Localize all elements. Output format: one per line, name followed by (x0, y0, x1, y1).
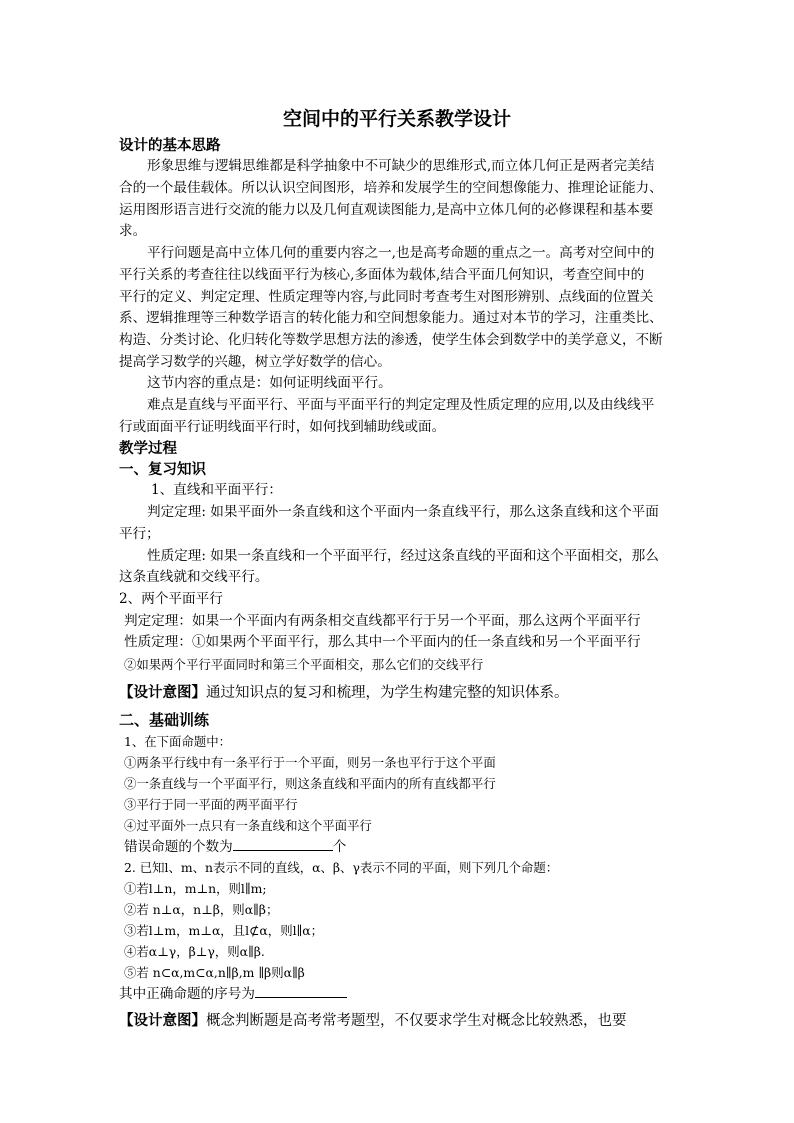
q2-answer-prefix: 其中正确命题的序号为 (119, 986, 255, 1002)
review-line: 性质定理：①如果两个平面平行，那么其中一个平面内的任一条直线和另一个平面平行 (124, 634, 641, 650)
paragraph-line: 系、逻辑推理等三种数学语言的转化能力和空间想象能力。通过对本节的学习，注重类比、 (119, 310, 663, 326)
question-line: 1、在下面命题中： (124, 734, 232, 749)
design-intent-1 (119, 682, 679, 704)
paragraph-line: 平行的定义、判定定理、性质定理等内容,与此同时考查考生对图形辨别、点线面的位置关 (119, 289, 654, 305)
question-line: ①若l⊥n，m⊥n，则l∥m; (124, 881, 267, 896)
question-line: ③平行于同一平面的两平面平行 (124, 797, 298, 812)
review-line: 性质定理: 如果一条直线和一个平面平行，经过这条直线的平面和这个平面相交，那么 (147, 548, 659, 564)
review-line: 2、两个平面平行 (119, 591, 223, 607)
q2-answer-line (119, 983, 679, 1005)
page-title: 空间中的平行关系教学设计 (282, 108, 511, 130)
paragraph-line: 运用图形语言进行交流的能力以及几何直观读图能力,是高中立体几何的必修课程和基本要 (119, 202, 654, 218)
section-heading-basic-idea: 设计的基本思路 (119, 137, 221, 154)
question-line: ④过平面外一点只有一条直线和这个平面平行 (124, 818, 372, 833)
question-line: ①两条平行线中有一条平行于一个平面，则另一条也平行于这个平面 (124, 755, 496, 770)
paragraph-line: 合的一个最佳载体。所以认识空间图形，培养和发展学生的空间想像能力、推理论证能力、 (119, 180, 663, 196)
section-heading-review: 一、复习知识 (119, 461, 206, 478)
review-line: 1、直线和平面平行： (151, 482, 282, 498)
paragraph-line: 形象思维与逻辑思维都是科学抽象中不可缺少的思维形式,而立体几何正是两者完美结 (147, 158, 655, 174)
paragraph-line: 平行问题是高中立体几何的重要内容之一,也是高考命题的重点之一。高考对空间中的 (147, 245, 655, 261)
review-line: 判定定理：如果一个平面内有两条相交直线都平行于另一个平面，那么这两个平面平行 (124, 613, 641, 629)
question-line: ③若l⊥m，m⊥α，且l⊄α，则l∥α； (124, 923, 324, 938)
q1-answer-line (124, 836, 684, 858)
paragraph-line: 难点是直线与平面平行、平面与平面平行的判定定理及性质定理的应用,以及由线线平 (147, 397, 655, 413)
paragraph-line: 提高学习数学的兴趣，树立学好数学的信心。 (119, 354, 391, 370)
paragraph-line: 求。 (119, 223, 147, 239)
review-line: 判定定理: 如果平面外一条直线和这个平面内一条直线平行，那么这条直线和这个平面 (147, 504, 659, 520)
answer-blank[interactable] (255, 983, 347, 998)
design-intent-label: 【设计意图】 (119, 684, 206, 701)
q1-answer-prefix: 错误命题的个数为 (124, 839, 233, 855)
answer-blank[interactable] (233, 836, 333, 851)
design-intent-label: 【设计意图】 (119, 1012, 206, 1029)
question-line: ④若α⊥γ，β⊥γ，则α∥β. (124, 944, 265, 959)
design-intent-text: 概念判断题是高考常考题型，不仅要求学生对概念比较熟悉，也要 (206, 1013, 627, 1029)
question-line: 2. 已知l、m、n表示不同的直线，α、β、γ表示不同的平面，则下列几个命题： (124, 860, 559, 875)
question-line: ⑤若 n⊂α,m⊂α,n∥β,m ∥β则α∥β (124, 965, 305, 980)
design-intent-2 (119, 1010, 679, 1032)
question-line: ②一条直线与一个平面平行，则这条直线和平面内的所有直线都平行 (124, 776, 496, 791)
paragraph-line: 这节内容的重点是：如何证明线面平行。 (147, 375, 392, 391)
section-heading-process: 教学过程 (119, 440, 177, 457)
paragraph-line: 行或面面平行证明线面平行时，如何找到辅助线或面。 (119, 419, 446, 435)
section-heading-training: 二、基础训练 (119, 711, 210, 729)
paragraph-line: 平行关系的考查往往以线面平行为核心,多面体为载体,结合平面几何知识，考查空间中的 (119, 267, 645, 283)
review-line: 这条直线就和交线平行。 (119, 569, 269, 585)
paragraph-line: 构造、分类讨论、化归转化等数学思想方法的渗透，使学生体会到数学中的美学意义，不断 (119, 332, 663, 348)
design-intent-text: 通过知识点的复习和梳理，为学生构建完整的知识体系。 (206, 685, 569, 701)
review-line: 平行； (119, 526, 160, 542)
q1-answer-suffix: 个 (332, 839, 347, 855)
review-line: ②如果两个平行平面同时和第三个平面相交，那么它们的交线平行 (124, 657, 484, 672)
question-line: ②若 n⊥α，n⊥β，则α∥β； (124, 902, 279, 917)
